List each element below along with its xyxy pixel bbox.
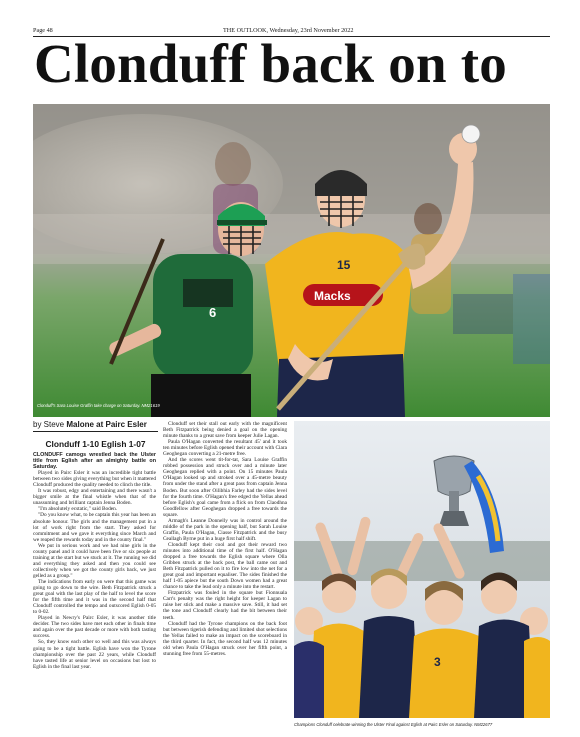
article-paragraph: "Do you know what, to be captain this year has been an absolute honour. The girls and the management put in a lot of work right from the start. They asked for commitment and we gave it everything since March and we reaped the rewards today and in the county final." — [33, 512, 156, 543]
article-paragraph: The indications from early on were that this game was going to go down to the wire. Beth Fitzpatrick struck a great goal with the last play of the half to level the score for the fifth time and it was in the second half that Clonduff controlled the tempo and outscored Eglish 0-05 to 0-02. — [33, 578, 156, 616]
article-paragraph: "I'm absolutely ecstatic," said Boden. — [38, 506, 118, 513]
article-paragraph: So, they know each other so well and this was always going to be a tight battle. Eglish have won the Tyrone championship over the past 22 years, while Clonduff have tasted life at senior level on occasions but lost to Eglish in the final last year. — [33, 639, 156, 670]
main-photo-caption: Clonduff's Sara Louise Graffin take charge on Saturday. NM21619 — [37, 403, 160, 408]
byline — [33, 420, 158, 429]
article-lede: CLONDUFF camogs wrestled back the Ulster title from Eglish after an almighty battle on Saturday. — [33, 452, 156, 471]
green-jersey-number: 6 — [209, 305, 217, 320]
headline: Clonduff back on to — [34, 33, 507, 94]
celebration-photo-illustration — [294, 421, 550, 718]
celebration-photo-caption: Champions Clonduff celebrate winning the Ulster Final against Eglish at Pairc Esler on Saturday. NM22677 — [294, 722, 493, 727]
article-paragraph: Clonduff kept their cool and got their reward two minutes into additional time of the first half. O'Hagan dropped a free towards the Eglish square where Olla Gribben struck at the back post, the ball came out and Beth Fitzpatrick pulled on it to fire low into the net for a great goal and important equaliser. The sides finished the half 1-05 apiece but the south Down women had a great chance to take the lead only a minute into the restart. — [163, 541, 287, 591]
article-column-2 — [163, 421, 287, 721]
sponsor-logo: Macks — [314, 289, 351, 303]
celebration-photo — [294, 421, 550, 718]
publication-dateline: THE OUTLOOK, Wednesday, 23rd November 2022 — [223, 27, 354, 34]
byline-prefix: by Steve — [33, 420, 65, 429]
article-paragraph: Clonduff set their stall out early with the magnificent Beth Fitzpatrick being denied a goal on the opening minute thanks to a great save from keeper Julie Lagan. — [163, 421, 287, 440]
celebration-jersey-number: 3 — [434, 655, 441, 669]
article-paragraph: Clonduff had the Tyrone champions on the back foot but between tigerish defending and limited shot selections the Yellas failed to make an impact on the scoreboard in the third quarter. In fact, the second half was 12 minutes old when Paula O'Hagan struck over her fifth point, a stunning free from 55-metres. — [163, 620, 287, 657]
scoreline: Clonduff 1-10 Eglish 1-07 — [45, 439, 146, 449]
main-photo — [33, 104, 550, 417]
main-photo-illustration — [33, 104, 550, 417]
page-number: Page 48 — [33, 27, 53, 34]
byline-rule — [33, 431, 158, 432]
article-paragraph: Played in Pairc Esler it was an incredible tight battle between two sides giving everything but when it mattered Clonduff produced the quality needed to clinch the title. — [33, 470, 156, 489]
article-column-1 — [33, 452, 156, 720]
sliotar-ball — [462, 125, 480, 143]
article-paragraph: Armagh's Leanne Donnelly was in control around the middle of the park in the opening half, but Sarah Louise Graffin, Paula O'Hagan, Ciasse Fitzpatrick and the busy Ceallagh Byrne put in a huge first half shift. — [163, 517, 287, 542]
article-paragraph: Played in Newry's Pairc Esler, it was another title decider. The two sides have met each other in finals time and again over the past decade or more with both tasting success. — [33, 615, 156, 640]
article-paragraph: Paula O'Hagan converted the resultant 45' and it took ten minutes before Eglish opened their account with Ciara Geoghegan converting a 21-metre free. — [163, 439, 287, 458]
article-paragraph: Fitzpatrick was fouled in the square but Fionnuala Carr's penalty was the right height for keeper Lagan to raise her stick and make a massive save. Still, it had set the tone and Clonduff clearly had the bit between their teeth. — [163, 590, 287, 621]
article-paragraph: We put in serious work and we had nine girls in the county panel and it could have been five or six people at training at the start but we stuck at it. The running we did and everything they asked and then you could see collectively when we got the county girls back, we just gelled as a group." — [33, 542, 156, 579]
yellow-jersey-number: 15 — [337, 258, 351, 272]
article-paragraph: It was robust, edgy and entertaining and there wasn't a bigger smile at the final whistle when that of the unassuming and brilliant captain Jenna Boden. — [33, 488, 156, 507]
article-paragraph: And the scores went tit-for-tat, Sara Louise Graffin robbed possession and struck over and a minute later Geoghegan replied with a point. On 15 minutes Paula O'Hagan looked up and stroked over a 45-metre beauty from under the stand after a great pass from captain Jenna Boden. But soon after Oilibhia Farley had the sides level for the fourth time. O'Hagan's free edged the Yellas ahead before Eglish's goal came from a flick on from Claodhna Goodfellow after Geoghegan dropped a free towards the square. — [163, 457, 287, 518]
byline-name: Malone at Pairc Esler — [66, 420, 147, 429]
